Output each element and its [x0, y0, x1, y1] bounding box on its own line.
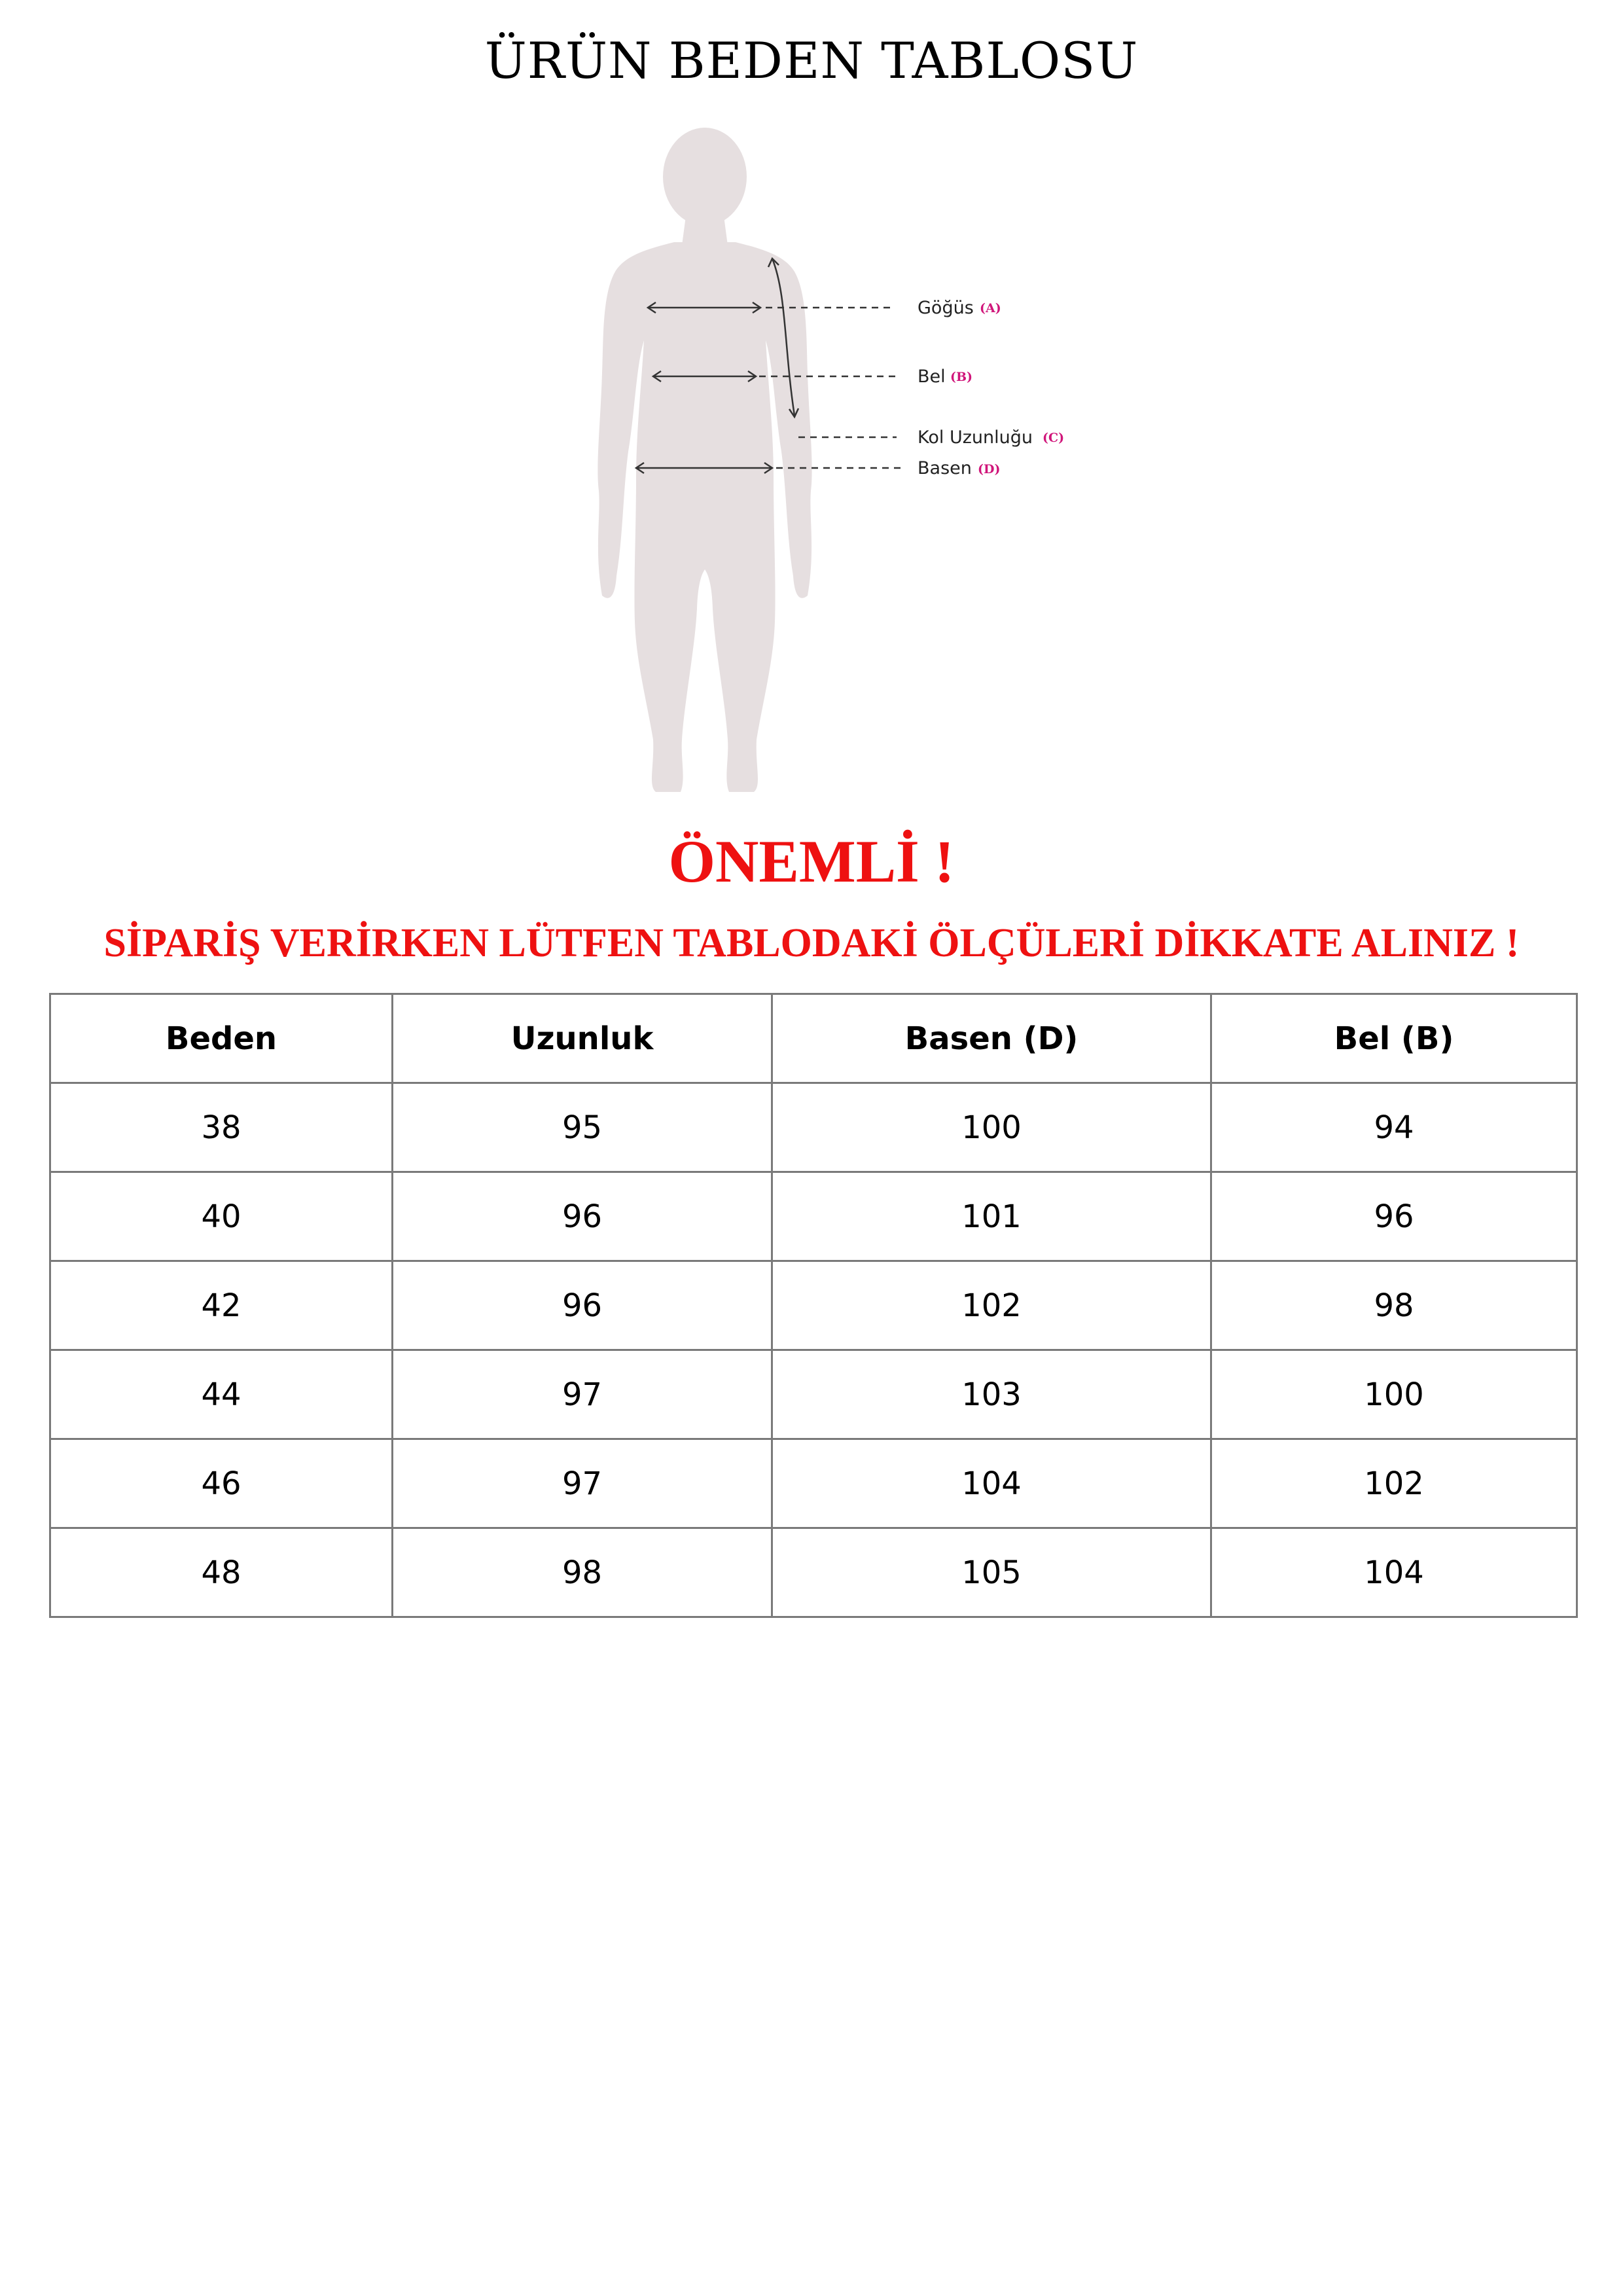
cell-uzunluk: 98 — [393, 1528, 772, 1617]
cell-beden: 46 — [50, 1439, 393, 1528]
label-bel-letter: (B) — [950, 370, 973, 384]
cell-basen: 101 — [772, 1172, 1211, 1261]
header-basen: Basen (D) — [772, 994, 1211, 1083]
cell-bel: 102 — [1211, 1439, 1577, 1528]
label-gogus: Göğüs — [918, 298, 974, 318]
cell-uzunluk: 97 — [393, 1350, 772, 1439]
body-measurement-figure — [576, 124, 1113, 805]
cell-bel: 94 — [1211, 1083, 1577, 1172]
header-bel: Bel (B) — [1211, 994, 1577, 1083]
table-row — [50, 1083, 1577, 1172]
label-kol-uzunlugu: Kol Uzunluğu — [918, 427, 1033, 448]
table-header-row — [50, 994, 1577, 1083]
important-heading: ÖNEMLİ ! — [668, 828, 955, 895]
cell-basen: 105 — [772, 1528, 1211, 1617]
cell-basen: 102 — [772, 1261, 1211, 1350]
page-title: ÜRÜN BEDEN TABLOSU — [484, 31, 1139, 90]
cell-beden: 38 — [50, 1083, 393, 1172]
cell-bel: 96 — [1211, 1172, 1577, 1261]
cell-beden: 42 — [50, 1261, 393, 1350]
size-table — [49, 993, 1578, 1618]
header-beden: Beden — [50, 994, 393, 1083]
cell-bel: 98 — [1211, 1261, 1577, 1350]
cell-uzunluk: 97 — [393, 1439, 772, 1528]
header-uzunluk: Uzunluk — [393, 994, 772, 1083]
order-notice: SİPARİŞ VERİRKEN LÜTFEN TABLODAKİ ÖLÇÜLERİ DİKKATE ALINIZ ! — [103, 921, 1520, 965]
cell-beden: 40 — [50, 1172, 393, 1261]
table-row — [50, 1261, 1577, 1350]
table-row — [50, 1528, 1577, 1617]
cell-bel: 100 — [1211, 1350, 1577, 1439]
body-silhouette — [597, 128, 812, 792]
cell-basen: 103 — [772, 1350, 1211, 1439]
cell-uzunluk: 96 — [393, 1172, 772, 1261]
cell-basen: 104 — [772, 1439, 1211, 1528]
cell-basen: 100 — [772, 1083, 1211, 1172]
body-silhouette-diagram — [576, 124, 1113, 805]
label-basen-letter: (D) — [978, 462, 1001, 476]
label-kol-uzunlugu-letter: (C) — [1043, 431, 1065, 445]
table-row — [50, 1172, 1577, 1261]
label-basen: Basen — [918, 458, 972, 478]
cell-uzunluk: 95 — [393, 1083, 772, 1172]
label-bel: Bel — [918, 367, 946, 387]
cell-bel: 104 — [1211, 1528, 1577, 1617]
cell-uzunluk: 96 — [393, 1261, 772, 1350]
table-row — [50, 1350, 1577, 1439]
label-gogus-letter: (A) — [980, 301, 1001, 315]
cell-beden: 44 — [50, 1350, 393, 1439]
table-row — [50, 1439, 1577, 1528]
cell-beden: 48 — [50, 1528, 393, 1617]
